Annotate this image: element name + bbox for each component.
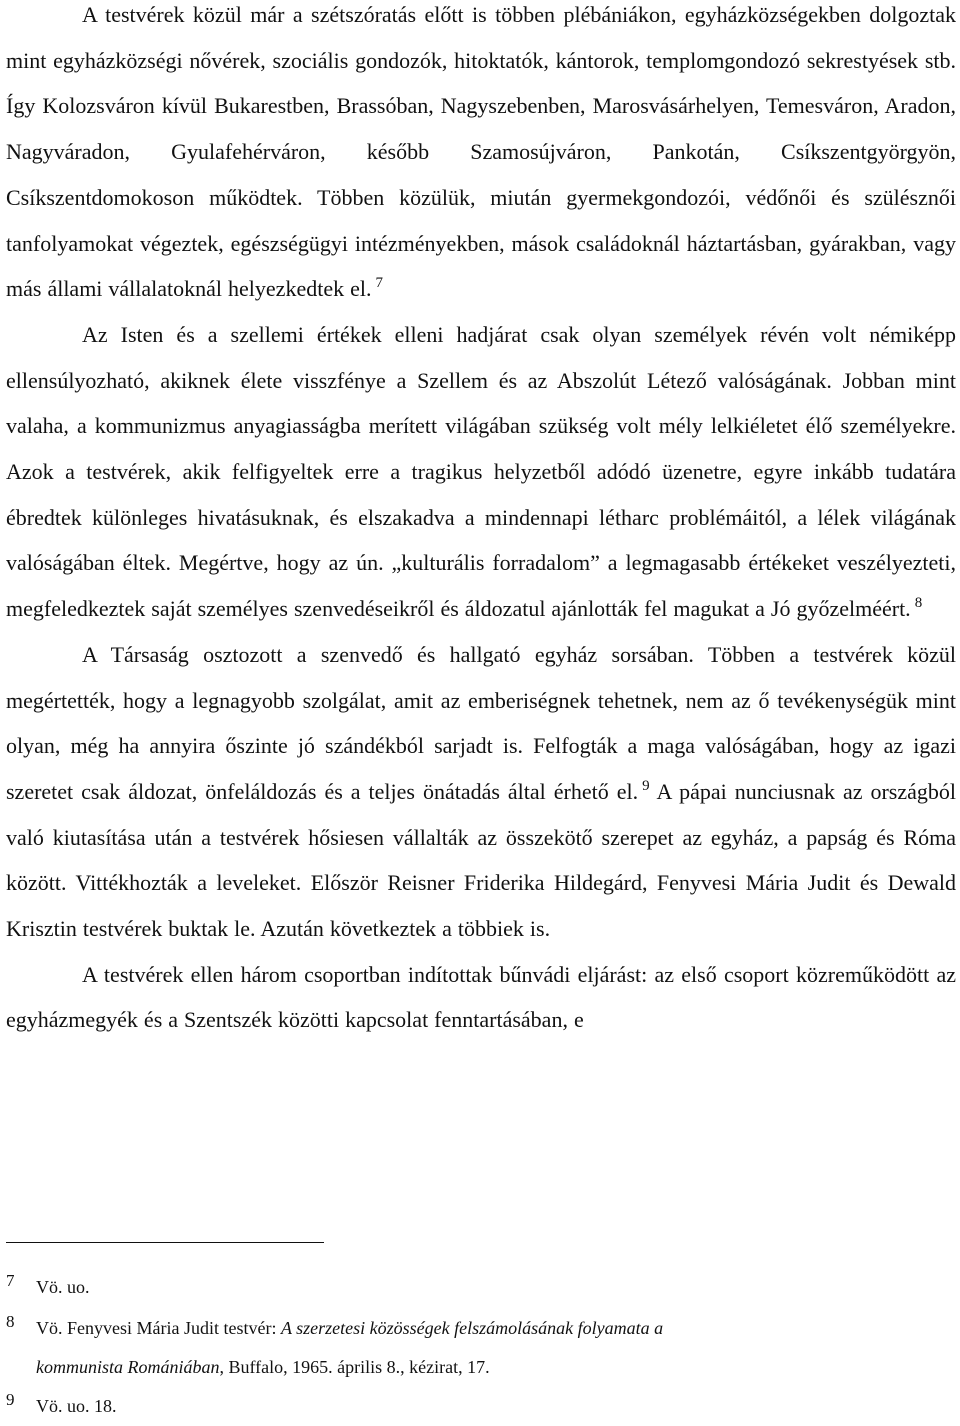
footnote-8-number: 8 <box>6 1312 15 1331</box>
footnote-ref-8: 8 <box>914 595 923 612</box>
paragraph-3 <box>6 632 956 952</box>
footnote-9-number: 9 <box>6 1390 15 1409</box>
paragraph-4-text: A testvérek ellen három csoportban indítottak bűnvádi eljárást: az első csoport közreműködött az egyházmegyék és a Szentszék közötti kapcsolat fenntartásában, e <box>6 961 956 1033</box>
footnote-ref-9: 9 <box>642 777 650 794</box>
footnote-7-number: 7 <box>6 1271 15 1290</box>
paragraph-2-text: Az Isten és a szellemi értékek elleni hadjárat csak olyan személyek révén volt némiképp ellensúlyozható, akiknek élete visszfénye a Szellem és az Abszolút Létező valóságának. Jobban mint valaha, a kommunizmus anyagiasságba merített világában szükség volt mély lelkiéletet élő személyekre. Azok a testvérek, akik felfigyeltek erre a tragikus helyzetből adódó üzenetre, egyre inkább tudatára ébredtek különleges hivatásuknak, és elszakadva a mindennapi létharc problémáitól, a lélek világának valóságában éltek. Megértve, hogy az ún. „kulturális forradalom” a legmagasabb értékeket veszélyezteti, megfeledkeztek saját személyes szenvedéseikről és áldozatul ajánlották fel magukat a Jó győzelméért. <box>6 321 956 622</box>
paragraph-1-text: A testvérek közül már a szétszóratás előtt is többen plébániákon, egyházközségekben dolgoztak mint egyházközségi nővérek, szociális gondozók, hitoktatók, kántorok, templomgondozó sekrestyések stb. Így Kolozsváron kívül Bukarestben, Brassóban, Nagyszebenben, Marosvásárhelyen, Temesváron, Aradon, Nagyváradon, Gyulafehérváron, később Szamosújváron, Pankotán, Csíkszentgyörgyön, Csíkszentdomokoson működtek. Többen közülük, miután gyermekgondozói, védőnői és szülésznői tanfolyamokat végeztek, egészségügyi intézményekben, mások családoknál háztartásban, gyárakban, vagy más állami vállalatoknál helyezkedtek el. <box>6 2 956 302</box>
footnote-separator <box>6 1242 324 1243</box>
footnote-8-suffix: , Buffalo, 1965. április 8., kézirat, 17. <box>219 1357 490 1377</box>
footnote-9-text: Vö. uo. 18. <box>36 1396 117 1416</box>
paragraph-1 <box>6 0 956 312</box>
document-page <box>6 0 957 1416</box>
paragraph-4 <box>6 952 956 1043</box>
footnote-8-prefix: Vö. Fenyvesi Mária Judit testvér: <box>36 1318 281 1338</box>
paragraph-3-text-a: A Társaság osztozott a szenvedő és hallgató egyház sorsában. Többen a testvérek közül megértették, hogy a legnagyobb szolgálat, amit az emberiségnek tehetnek, nem az ő tevékenységük mint olyan, még ha annyira őszinte jó szándékból sarjadt is. Felfogták a maga valóságában, hogy az igazi szeretet csak áldozat, önfeláldozás és a teljes önátadás által érhető el. <box>6 641 956 804</box>
paragraph-3-text-b: A pápai nunciusnak az országból való kiutasítása után a testvérek hősiesen vállalták az összekötő szerepet az egyház, a papság és Róma között. Vittékhozták a leveleket. Először Reisner Friderika Hildegárd, Fenyvesi Mária Judit és Dewald Krisztin testvérek buktak le. Azután következtek a többiek is. <box>6 778 957 942</box>
footnote-8-line-1 <box>6 1309 956 1348</box>
footnote-8-title-1: A szerzetesi közösségek felszámolásának folyamata a <box>280 1318 664 1338</box>
footnote-8-title-2: kommunista Romániában <box>36 1357 220 1377</box>
paragraph-2 <box>6 312 956 632</box>
footnote-9 <box>6 1387 956 1426</box>
footnote-7 <box>6 1268 956 1307</box>
footnote-8 <box>6 1309 956 1386</box>
footnote-7-text: Vö. uo. <box>36 1277 90 1297</box>
footnote-8-line-2 <box>6 1348 956 1386</box>
footnote-ref-7: 7 <box>375 275 383 292</box>
